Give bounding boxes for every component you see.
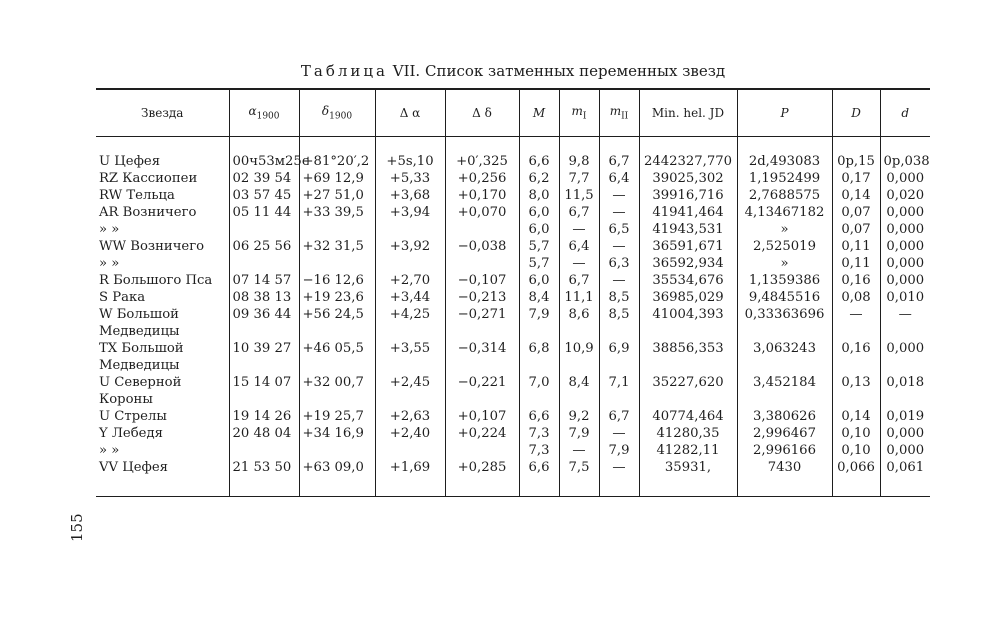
star-name-cell: » » <box>99 443 120 458</box>
star-name-cell: » » <box>99 256 120 271</box>
star-name-cell: U Стрелы <box>99 409 167 424</box>
table-cell: 2,525019 <box>737 238 832 255</box>
table-cell: 6,7 <box>599 153 639 170</box>
table-cell: 00ч53м25с <box>229 153 299 170</box>
table-cell: — <box>599 425 639 442</box>
table-row <box>96 221 930 238</box>
table-cell: 0,07 <box>832 204 880 221</box>
table-cell: −16 12,6 <box>299 272 375 289</box>
table-row <box>96 442 930 459</box>
table-cell: 03 57 45 <box>229 187 299 204</box>
column-header-label: m <box>609 104 622 119</box>
table-cell: 8,4 <box>519 289 559 306</box>
table-header-row <box>96 89 930 137</box>
table-cell: 0,33363696 <box>737 306 832 340</box>
table-cell: 0,10 <box>832 442 880 459</box>
table-cell: 9,2 <box>559 408 599 425</box>
table-cell: 38856,353 <box>639 340 737 374</box>
table-cell: 6,0 <box>519 272 559 289</box>
table-cell: −0,271 <box>445 306 519 340</box>
column-header-subscript: 1900 <box>329 111 353 122</box>
table-cell: 0,020 <box>880 187 930 204</box>
column-header-label: Min. hel. JD <box>651 106 725 120</box>
star-name-cell: AR Возничего <box>99 205 197 220</box>
table-cell: 06 25 56 <box>229 238 299 255</box>
table-cell: 6,0 <box>519 204 559 221</box>
column-header <box>559 89 599 137</box>
table-cell: 0,11 <box>832 255 880 272</box>
table-cell: 35227,620 <box>639 374 737 408</box>
table-cell: +1,69 <box>375 459 445 497</box>
column-header-subscript: I <box>582 111 587 122</box>
table-row <box>96 306 930 340</box>
star-name-cell: Y Лебедя <box>99 426 163 441</box>
table-cell: 41004,393 <box>639 306 737 340</box>
table-cell <box>445 442 519 459</box>
table-cell <box>229 255 299 272</box>
table-cell: 5,7 <box>519 255 559 272</box>
table-cell: 0,13 <box>832 374 880 408</box>
table-cell: 7,3 <box>519 425 559 442</box>
column-header-label: D <box>851 106 861 120</box>
table-cell: — <box>599 272 639 289</box>
table-cell: 6,0 <box>519 221 559 238</box>
table-cell: 10,9 <box>559 340 599 374</box>
table-row <box>96 170 930 187</box>
star-name-cell: TX Большой Медведицы <box>99 341 184 373</box>
table-cell: 11,5 <box>559 187 599 204</box>
table-cell: 0,16 <box>832 272 880 289</box>
table-cell: — <box>559 255 599 272</box>
table-cell: +27 51,0 <box>299 187 375 204</box>
table-cell: 1,1359386 <box>737 272 832 289</box>
table-cell: 8,4 <box>559 374 599 408</box>
table-cell: 6,3 <box>599 255 639 272</box>
column-header <box>445 89 519 137</box>
table-cell: 0,08 <box>832 289 880 306</box>
table-cell: +2,45 <box>375 374 445 408</box>
table-row <box>96 153 930 170</box>
column-header-subscript: 1900 <box>256 111 280 122</box>
table-cell <box>229 442 299 459</box>
table-cell: −0,107 <box>445 272 519 289</box>
table-cell: −0,221 <box>445 374 519 408</box>
table-cell: +4,25 <box>375 306 445 340</box>
star-name-cell: » » <box>99 222 120 237</box>
table-cell: 02 39 54 <box>229 170 299 187</box>
column-header <box>737 89 832 137</box>
table-cell: 08 38 13 <box>229 289 299 306</box>
star-name-cell: W Большой Медведицы <box>99 307 180 339</box>
table-cell: 09 36 44 <box>229 306 299 340</box>
table-cell: +0′,325 <box>445 153 519 170</box>
table-cell: +3,44 <box>375 289 445 306</box>
column-header <box>375 89 445 137</box>
caption-label: Таблица <box>300 62 388 80</box>
table-cell: 0,000 <box>880 221 930 238</box>
table-cell: 41282,11 <box>639 442 737 459</box>
table-cell <box>299 255 375 272</box>
table-row <box>96 255 930 272</box>
table-cell: 7430 <box>737 459 832 497</box>
table-cell: — <box>599 238 639 255</box>
column-header-label: Δ δ <box>472 106 492 120</box>
table-cell: 0,000 <box>880 340 930 374</box>
table-row <box>96 272 930 289</box>
table-cell: +33 39,5 <box>299 204 375 221</box>
table-row <box>96 289 930 306</box>
table-cell: 0,000 <box>880 272 930 289</box>
table-row <box>96 459 930 497</box>
column-header <box>96 89 229 137</box>
table-cell: +0,285 <box>445 459 519 497</box>
table-cell: 05 11 44 <box>229 204 299 221</box>
table-cell: 0,000 <box>880 442 930 459</box>
table-cell: 3,452184 <box>737 374 832 408</box>
table-cell: +0,170 <box>445 187 519 204</box>
table-cell: 6,4 <box>559 238 599 255</box>
caption-text: VII. Список затменных переменных звезд <box>392 62 726 80</box>
table-cell <box>375 221 445 238</box>
table-cell: +5,33 <box>375 170 445 187</box>
table-cell: +34 16,9 <box>299 425 375 442</box>
table-cell: 0,07 <box>832 221 880 238</box>
table-cell: 10 39 27 <box>229 340 299 374</box>
column-header-label: α <box>248 104 257 119</box>
table-cell <box>375 442 445 459</box>
table-cell: 07 14 57 <box>229 272 299 289</box>
column-header-label: Звезда <box>141 106 184 120</box>
table-cell: 41941,464 <box>639 204 737 221</box>
table-cell: 11,1 <box>559 289 599 306</box>
table-cell: +0,107 <box>445 408 519 425</box>
table-cell: 3,380626 <box>737 408 832 425</box>
star-name-cell: VV Цефея <box>96 459 229 497</box>
table-cell: 0p,15 <box>832 153 880 170</box>
table-cell: 6,6 <box>519 153 559 170</box>
table-cell: 0,010 <box>880 289 930 306</box>
star-name-cell: RW Тельца <box>99 188 175 203</box>
table-cell: 2d,493083 <box>737 153 832 170</box>
table-cell: 36591,671 <box>639 238 737 255</box>
table-cell: — <box>599 204 639 221</box>
table-cell: 0,16 <box>832 340 880 374</box>
table-cell: 0,000 <box>880 204 930 221</box>
table-cell: 35534,676 <box>639 272 737 289</box>
table-cell: 6,6 <box>519 459 559 497</box>
table-cell: +69 12,9 <box>299 170 375 187</box>
table-cell: +19 23,6 <box>299 289 375 306</box>
table-cell: 41280,35 <box>639 425 737 442</box>
table-cell: −0,314 <box>445 340 519 374</box>
table-cell: −0,213 <box>445 289 519 306</box>
column-header <box>599 89 639 137</box>
table-cell: 6,5 <box>599 221 639 238</box>
star-name-cell: S Рака <box>99 290 146 305</box>
column-header-label: Δ α <box>399 106 421 120</box>
column-header-label: P <box>780 106 789 120</box>
table-cell: 6,7 <box>559 204 599 221</box>
table-cell: 6,7 <box>559 272 599 289</box>
table-cell: 8,5 <box>599 306 639 340</box>
table-cell: 0,000 <box>880 425 930 442</box>
table-cell: 7,9 <box>559 425 599 442</box>
table-cell: 7,9 <box>599 442 639 459</box>
page-number: 155 <box>68 513 86 542</box>
table-cell: — <box>880 306 930 340</box>
table-cell: 0,018 <box>880 374 930 408</box>
table-row <box>96 340 930 374</box>
table-cell: 4,13467182 <box>737 204 832 221</box>
table-cell: 19 14 26 <box>229 408 299 425</box>
table-cell: +2,40 <box>375 425 445 442</box>
table-cell: 0,000 <box>880 255 930 272</box>
table-cell: +63 09,0 <box>299 459 375 497</box>
table-cell: +56 24,5 <box>299 306 375 340</box>
table-cell: — <box>832 306 880 340</box>
table-cell: +3,94 <box>375 204 445 221</box>
table-cell: +81°20′,2 <box>299 153 375 170</box>
table-cell <box>445 255 519 272</box>
table-cell: 0,11 <box>832 238 880 255</box>
table-cell: +0,256 <box>445 170 519 187</box>
table-cell: 3,063243 <box>737 340 832 374</box>
table-row <box>96 374 930 408</box>
table-cell: » <box>737 221 832 238</box>
table-row <box>96 204 930 221</box>
table-cell: +0,070 <box>445 204 519 221</box>
star-name-cell: U Цефея <box>99 154 161 169</box>
table-cell: 0,019 <box>880 408 930 425</box>
column-header-label: d <box>901 106 910 120</box>
table-row <box>96 425 930 442</box>
table-cell: 0,061 <box>880 459 930 497</box>
table-cell: 21 53 50 <box>229 459 299 497</box>
table-cell: 7,3 <box>519 442 559 459</box>
table-cell: — <box>559 221 599 238</box>
table-cell: 0p,038 <box>880 153 930 170</box>
table-row <box>96 408 930 425</box>
spacer-row <box>96 137 930 154</box>
star-name-cell: R Большого Пса <box>99 273 213 288</box>
table-cell: 0,000 <box>880 238 930 255</box>
table-cell <box>445 221 519 238</box>
table-cell: 7,0 <box>519 374 559 408</box>
table-cell <box>229 221 299 238</box>
table-cell: 6,6 <box>519 408 559 425</box>
table-cell: +2,63 <box>375 408 445 425</box>
table-cell: +2,70 <box>375 272 445 289</box>
table-cell: 2,996467 <box>737 425 832 442</box>
table-cell: 9,8 <box>559 153 599 170</box>
table-cell: 0,14 <box>832 408 880 425</box>
column-header <box>229 89 299 137</box>
column-header-label: δ <box>321 104 330 119</box>
table-cell: 7,7 <box>559 170 599 187</box>
table-cell: 36985,029 <box>639 289 737 306</box>
table-cell: +3,68 <box>375 187 445 204</box>
column-header <box>880 89 930 137</box>
table-row <box>96 187 930 204</box>
table-cell: 0,066 <box>832 459 880 497</box>
column-header <box>519 89 559 137</box>
column-header-label: m <box>571 104 583 119</box>
table-cell: 6,9 <box>599 340 639 374</box>
column-header <box>299 89 375 137</box>
table-cell: 2442327,770 <box>639 153 737 170</box>
table-cell <box>299 221 375 238</box>
table-cell: 39916,716 <box>639 187 737 204</box>
column-header <box>639 89 737 137</box>
table-cell: +5s,10 <box>375 153 445 170</box>
table-cell: 7,5 <box>559 459 599 497</box>
table-cell: 2,7688575 <box>737 187 832 204</box>
table-cell: — <box>559 442 599 459</box>
table-caption <box>96 62 930 80</box>
table-cell: 0,17 <box>832 170 880 187</box>
table-cell: 39025,302 <box>639 170 737 187</box>
table-cell: 8,6 <box>559 306 599 340</box>
star-name-cell: RZ Кассиопеи <box>99 171 198 186</box>
table-cell: 9,4845516 <box>737 289 832 306</box>
column-header-subscript: II <box>621 111 629 122</box>
table-cell: 7,1 <box>599 374 639 408</box>
table-cell: » <box>737 255 832 272</box>
table-cell: +32 00,7 <box>299 374 375 408</box>
table-row <box>96 238 930 255</box>
table-cell: 40774,464 <box>639 408 737 425</box>
table-cell: 36592,934 <box>639 255 737 272</box>
table-cell: 7,9 <box>519 306 559 340</box>
table-cell: 8,5 <box>599 289 639 306</box>
table-cell <box>299 442 375 459</box>
star-name-cell: WW Возничего <box>99 239 205 254</box>
table-cell: +3,55 <box>375 340 445 374</box>
table-cell: 41943,531 <box>639 221 737 238</box>
table-cell: 6,7 <box>599 408 639 425</box>
table-cell: 6,4 <box>599 170 639 187</box>
table-cell: 1,1952499 <box>737 170 832 187</box>
table-cell: 0,10 <box>832 425 880 442</box>
table-cell: — <box>599 459 639 497</box>
column-header-label: M <box>532 106 546 120</box>
table-cell: +3,92 <box>375 238 445 255</box>
table-cell: 6,8 <box>519 340 559 374</box>
table-cell: +19 25,7 <box>299 408 375 425</box>
table-cell: 8,0 <box>519 187 559 204</box>
table-cell: 0,000 <box>880 170 930 187</box>
star-name-cell: U Северной Короны <box>99 375 182 407</box>
table-cell: 6,2 <box>519 170 559 187</box>
table-cell: +0,224 <box>445 425 519 442</box>
table-cell: 5,7 <box>519 238 559 255</box>
table-cell: +32 31,5 <box>299 238 375 255</box>
table-cell: 2,996166 <box>737 442 832 459</box>
table-cell: 20 48 04 <box>229 425 299 442</box>
table-cell: — <box>599 187 639 204</box>
table-cell: 0,14 <box>832 187 880 204</box>
table-cell <box>375 255 445 272</box>
column-header <box>832 89 880 137</box>
table-cell: +46 05,5 <box>299 340 375 374</box>
eclipsing-variables-table <box>96 88 930 497</box>
table-cell: 35931, <box>639 459 737 497</box>
table-cell: 15 14 07 <box>229 374 299 408</box>
table-cell: −0,038 <box>445 238 519 255</box>
